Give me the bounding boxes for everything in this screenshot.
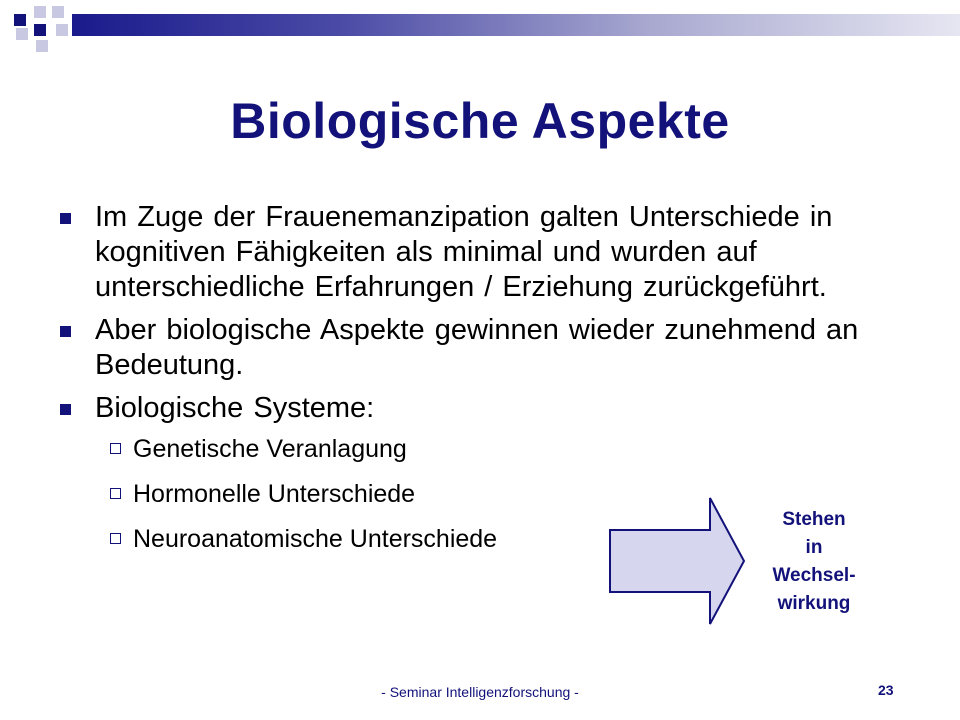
arrow-label-line: in — [805, 537, 823, 558]
decor-square-light — [52, 6, 64, 18]
decor-square-light — [56, 24, 68, 36]
bullet-text: Biologische Systeme: — [95, 392, 375, 424]
hollow-square-bullet-icon — [110, 533, 121, 544]
arrow-label-line: Stehen — [782, 509, 846, 530]
sub-bullet-item — [110, 434, 940, 464]
header-gradient-bar — [72, 14, 960, 36]
sub-bullet-item — [110, 479, 940, 509]
sub-bullet-text: Hormonelle Unterschiede — [133, 480, 416, 508]
arrow-label-line: Wechsel- — [772, 565, 856, 586]
arrow-label-line: wirkung — [777, 593, 851, 614]
bullet-text: Aber biologische Aspekte gewinnen wieder zunehmend an Bedeutung. — [95, 314, 859, 381]
decor-square-light — [16, 28, 28, 40]
square-bullet-icon — [60, 404, 71, 415]
decor-square-dark — [34, 24, 46, 36]
slide-footer: - Seminar Intelligenzforschung - — [381, 684, 579, 700]
page-number: 23 — [878, 682, 894, 698]
slide-title: Biologische Aspekte — [230, 93, 730, 149]
hollow-square-bullet-icon — [110, 443, 121, 454]
arrow-label — [744, 506, 884, 618]
decor-square-light — [36, 40, 48, 52]
sub-bullet-text: Neuroanatomische Unterschiede — [133, 525, 498, 553]
bullet-text: Im Zuge der Frauenemanzipation galten Unterschiede in kognitiven Fähigkeiten als minimal und wurden auf unterschiedliche Erfahrungen / Erziehung zurückgeführt. — [95, 201, 833, 303]
sub-bullet-text: Genetische Veranlagung — [133, 435, 407, 463]
bullet-item — [60, 391, 940, 426]
square-bullet-icon — [60, 326, 71, 337]
decor-square-dark — [14, 14, 26, 26]
decor-square-light — [34, 6, 46, 18]
right-arrow-icon — [608, 496, 748, 626]
bullet-item — [60, 313, 940, 383]
square-bullet-icon — [60, 213, 71, 224]
bullet-item — [60, 200, 940, 305]
hollow-square-bullet-icon — [110, 488, 121, 499]
